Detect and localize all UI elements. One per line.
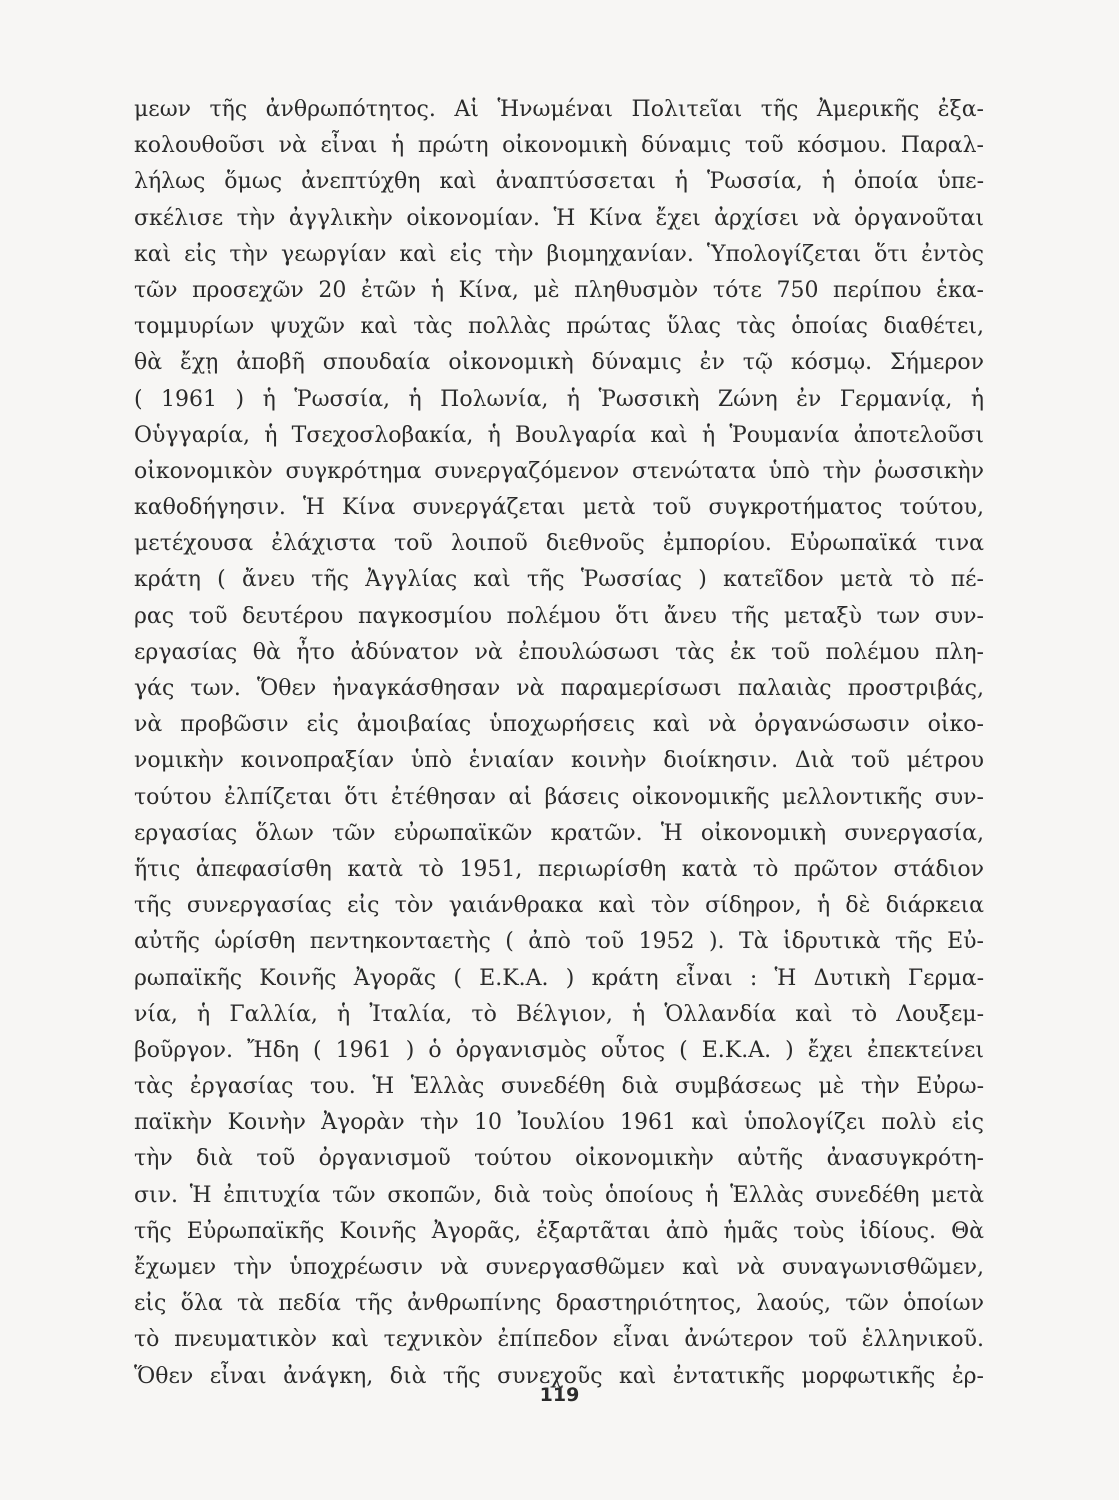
- text-line: ἥτις ἀπεφασίσθη κατὰ τὸ 1951, περιωρίσθη κατὰ τὸ πρῶτον στάδιον: [134, 856, 984, 882]
- text-line: αὐτῆς ὡρίσθη πεντηκονταετὴς ( ἀπὸ τοῦ 1952 ). Τὰ ἱδρυτικὰ τῆς Εὐ-: [134, 929, 984, 955]
- text-line: τὰς ἐργασίας του. Ἡ Ἑλλὰς συνεδέθη διὰ συμβάσεως μὲ τὴν Εὐρω-: [134, 1074, 984, 1100]
- text-line: Οὑγγαρία, ἡ Τσεχοσλοβακία, ἡ Βουλγαρία καὶ ἡ Ῥουμανία ἀποτελοῦσι: [134, 422, 984, 448]
- text-line: μεων τῆς ἀνθρωπότητος. Αἱ Ἡνωμέναι Πολιτεῖαι τῆς Ἀμερικῆς ἐξα-: [134, 97, 984, 122]
- text-line: τούτου ἐλπίζεται ὅτι ἐτέθησαν αἱ βάσεις οἰκονομικῆς μελλοντικῆς συν-: [134, 784, 984, 810]
- text-line: καὶ εἰς τὴν γεωργίαν καὶ εἰς τὴν βιομηχανίαν. Ὑπολογίζεται ὅτι ἐντὸς: [134, 241, 984, 267]
- text-line: τῆς Εὐρωπαϊκῆς Κοινῆς Ἀγορᾶς, ἐξαρτᾶται ἀπὸ ἡμᾶς τοὺς ἰδίους. Θὰ: [134, 1218, 984, 1244]
- text-line: τὸ πνευματικὸν καὶ τεχνικὸν ἐπίπεδον εἶναι ἀνώτερον τοῦ ἑλληνικοῦ.: [134, 1327, 984, 1353]
- text-line: ρας τοῦ δευτέρου παγκοσμίου πολέμου ὅτι ἄνευ τῆς μεταξὺ των συν-: [134, 603, 984, 629]
- text-line: βοῦργον. Ἤδη ( 1961 ) ὁ ὀργανισμὸς οὗτος ( Ε.Κ.Α. ) ἔχει ἐπεκτείνει: [134, 1037, 984, 1063]
- text-line: Ὅθεν εἶναι ἀνάγκη, διὰ τῆς συνεχοῦς καὶ ἐντατικῆς μορφωτικῆς ἐρ-: [134, 1363, 984, 1389]
- text-line: νία, ἡ Γαλλία, ἡ Ἰταλία, τὸ Βέλγιον, ἡ Ὁλλανδία καὶ τὸ Λουξεμ-: [134, 1001, 984, 1027]
- body-text: [134, 92, 984, 1395]
- text-line: τῆς συνεργασίας εἰς τὸν γαιάνθρακα καὶ τὸν σίδηρον, ἡ δὲ διάρκεια: [134, 893, 984, 919]
- text-line: παϊκὴν Κοινὴν Ἀγορὰν τὴν 10 Ἰουλίου 1961 καὶ ὑπολογίζει πολὺ εἰς: [134, 1110, 984, 1136]
- text-line: ( 1961 ) ἡ Ῥωσσία, ἡ Πολωνία, ἡ Ῥωσσικὴ Ζώνη ἐν Γερμανίᾳ, ἡ: [134, 386, 984, 412]
- text-line: νομικὴν κοινοπραξίαν ὑπὸ ἑνιαίαν κοινὴν διοίκησιν. Διὰ τοῦ μέτρου: [134, 748, 984, 774]
- page-number: 119: [539, 1384, 580, 1406]
- text-line: λήλως ὅμως ἀνεπτύχθη καὶ ἀναπτύσσεται ἡ Ῥωσσία, ἡ ὁποία ὑπε-: [134, 169, 984, 195]
- text-line: ἔχωμεν τὴν ὑποχρέωσιν νὰ συνεργασθῶμεν καὶ νὰ συναγωνισθῶμεν,: [134, 1255, 984, 1280]
- text-line: τῶν προσεχῶν 20 ἐτῶν ἡ Κίνα, μὲ πληθυσμὸν τότε 750 περίπου ἑκα-: [134, 277, 984, 303]
- text-line: σκέλισε τὴν ἀγγλικὴν οἰκονομίαν. Ἡ Κίνα ἔχει ἀρχίσει νὰ ὀργανοῦται: [134, 205, 984, 231]
- text-line: νὰ προβῶσιν εἰς ἀμοιβαίας ὑποχωρήσεις καὶ νὰ ὀργανώσωσιν οἰκο-: [134, 712, 984, 738]
- text-line: κράτη ( ἄνευ τῆς Ἀγγλίας καὶ τῆς Ῥωσσίας ) κατεῖδον μετὰ τὸ πέ-: [134, 567, 984, 593]
- text-line: τομμυρίων ψυχῶν καὶ τὰς πολλὰς πρώτας ὕλας τὰς ὁποίας διαθέτει,: [134, 314, 984, 340]
- text-line: καθοδήγησιν. Ἡ Κίνα συνεργάζεται μετὰ τοῦ συγκροτήματος τούτου,: [134, 495, 984, 521]
- text-line: θὰ ἔχῃ ἀποβῆ σπουδαία οἰκονομικὴ δύναμις ἐν τῷ κόσμῳ. Σήμερον: [134, 350, 984, 376]
- text-line: μετέχουσα ἐλάχιστα τοῦ λοιποῦ διεθνοῦς ἐμπορίου. Εὐρωπαϊκά τινα: [134, 531, 984, 557]
- text-line: εργασίας θὰ ἦτο ἀδύνατον νὰ ἐπουλώσωσι τὰς ἐκ τοῦ πολέμου πλη-: [134, 639, 984, 665]
- text-line: τὴν διὰ τοῦ ὀργανισμοῦ τούτου οἰκονομικὴν αὐτῆς ἀνασυγκρότη-: [134, 1146, 984, 1172]
- text-line: κολουθοῦσι νὰ εἶναι ἡ πρώτη οἰκονομικὴ δύναμις τοῦ κόσμου. Παραλ-: [134, 133, 984, 159]
- text-line: εργασίας ὅλων τῶν εὐρωπαϊκῶν κρατῶν. Ἡ οἰκονομικὴ συνεργασία,: [134, 820, 984, 846]
- text-line: γάς των. Ὅθεν ἠναγκάσθησαν νὰ παραμερίσωσι παλαιὰς προστριβάς,: [134, 676, 984, 701]
- text-line: εἰς ὅλα τὰ πεδία τῆς ἀνθρωπίνης δραστηριότητος, λαούς, τῶν ὁποίων: [134, 1291, 984, 1317]
- text-line: οἰκονομικὸν συγκρότημα συνεργαζόμενον στενώτατα ὑπὸ τὴν ῥωσσικὴν: [134, 458, 984, 484]
- text-line: ρωπαϊκῆς Κοινῆς Ἀγορᾶς ( Ε.Κ.Α. ) κράτη εἶναι : Ἡ Δυτικὴ Γερμα-: [134, 965, 984, 991]
- text-line: σιν. Ἡ ἐπιτυχία τῶν σκοπῶν, διὰ τοὺς ὁποίους ἡ Ἑλλὰς συνεδέθη μετὰ: [134, 1182, 984, 1208]
